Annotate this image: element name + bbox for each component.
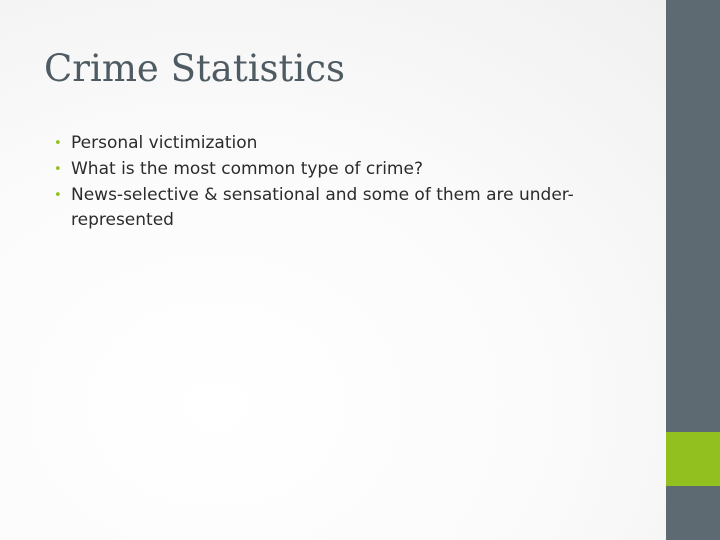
bullet-list <box>52 131 642 234</box>
bullet-text: News-selective & sensational and some of them are under-represented <box>71 185 574 230</box>
bullet-dot-icon: • <box>54 188 62 203</box>
bullet-text: What is the most common type of crime? <box>71 159 423 179</box>
bullet-item <box>52 157 642 182</box>
bullet-item <box>52 183 642 233</box>
slide-title: Crime Statistics <box>44 47 345 90</box>
bullet-text: Personal victimization <box>71 133 258 153</box>
side-accent-block <box>666 432 720 486</box>
bullet-dot-icon: • <box>54 136 62 151</box>
bullet-item <box>52 131 642 156</box>
bullet-dot-icon: • <box>54 162 62 177</box>
